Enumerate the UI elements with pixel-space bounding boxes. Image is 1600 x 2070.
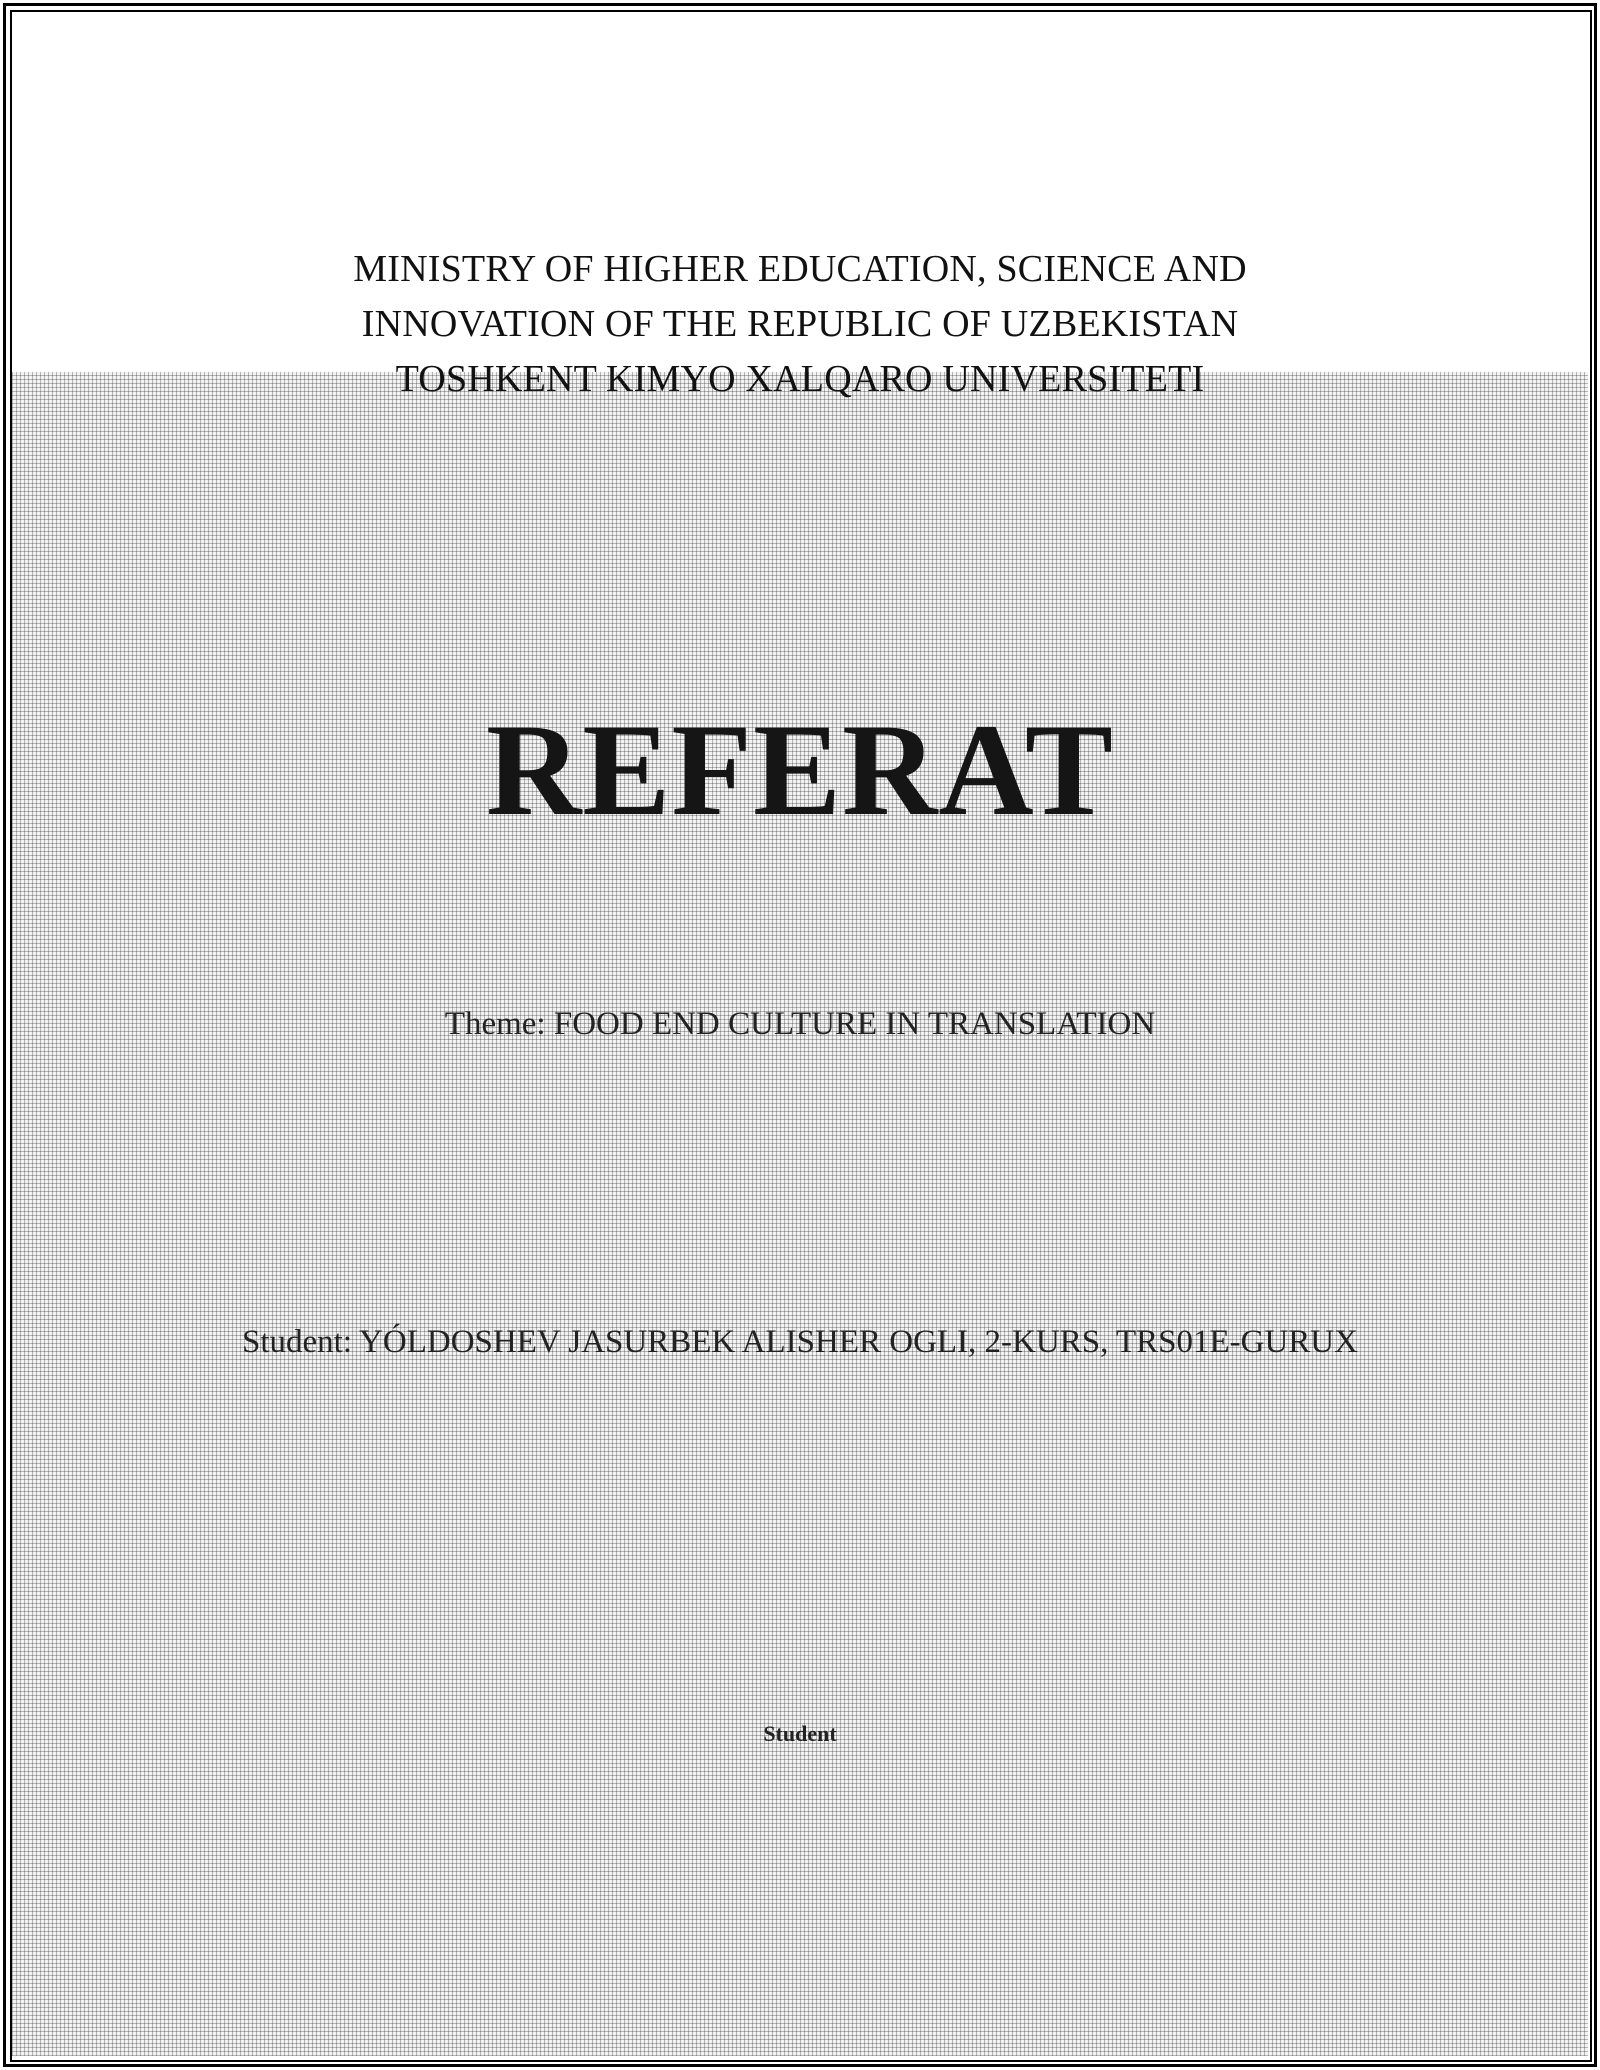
theme-label: Theme:: [444, 1006, 546, 1042]
theme-line: [200, 1002, 1400, 1046]
dotted-background-pattern: [12, 372, 1588, 2056]
institution-header: [200, 242, 1400, 407]
theme-value: FOOD END CULTURE IN TRANSLATION: [553, 1006, 1156, 1042]
student-value: YÓLDOSHEV JASURBEK ALISHER OGLI, 2-KURS, TRS01E-GURUX: [359, 1324, 1358, 1360]
student-label: Student:: [242, 1324, 353, 1360]
student-line: [220, 1318, 1380, 1366]
footer-student-label: Student: [763, 1721, 837, 1746]
document-title: REFERAT: [486, 696, 1114, 843]
header-line-university: TOSHKENT KIMYO XALQARO UNIVERSITETI: [395, 358, 1205, 400]
header-line-republic: INNOVATION OF THE REPUBLIC OF UZBEKISTAN: [361, 303, 1239, 345]
header-line-ministry: MINISTRY OF HIGHER EDUCATION, SCIENCE AND: [353, 248, 1247, 290]
